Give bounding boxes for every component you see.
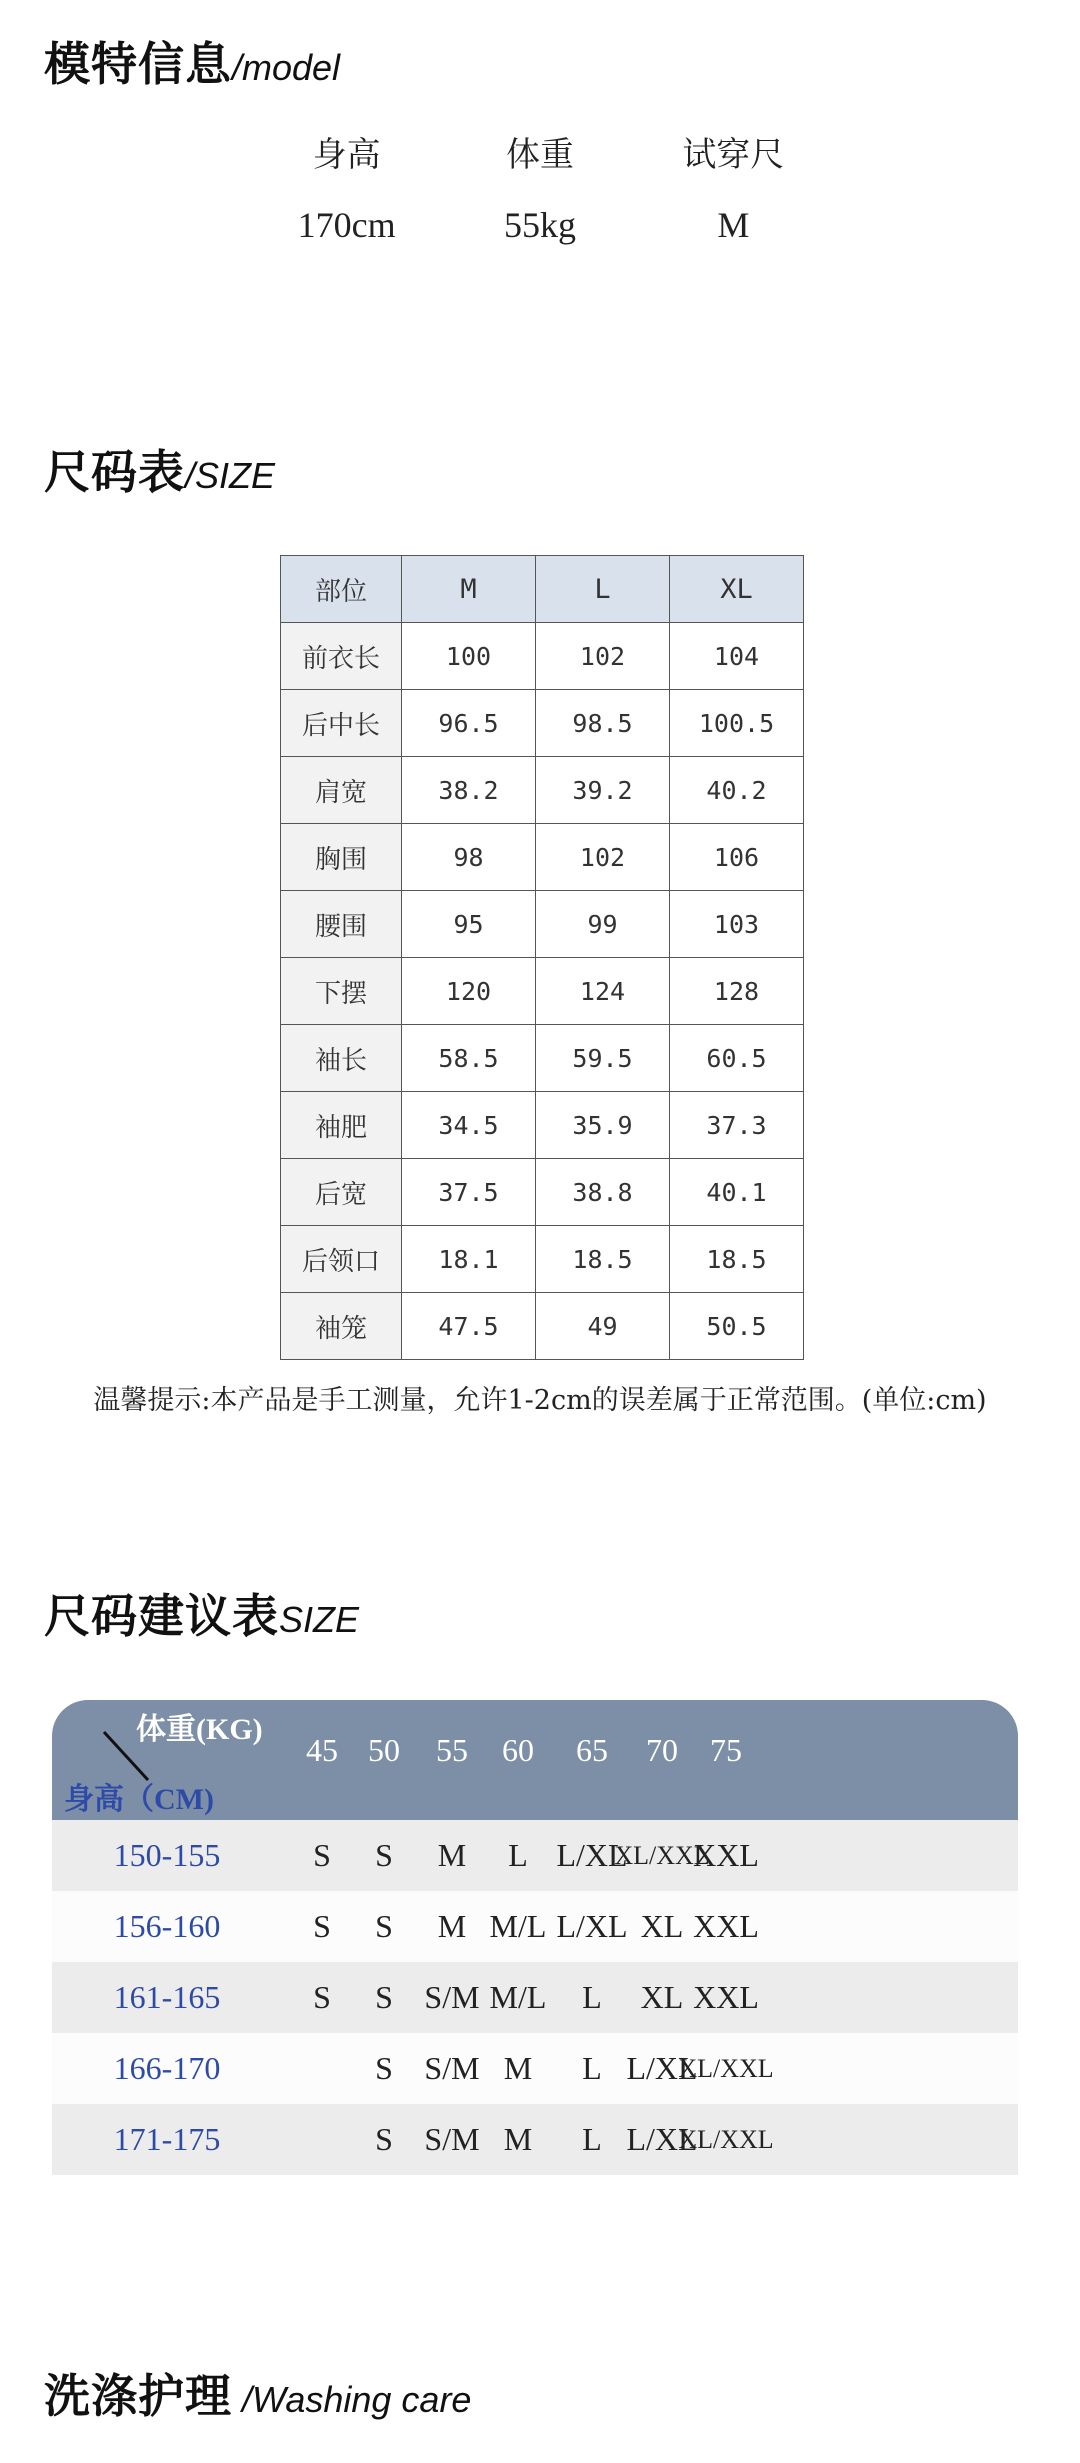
recommend-row [52, 2033, 1018, 2104]
size-header-xl: XL [670, 556, 804, 623]
model-header-size: 试穿尺 [682, 135, 785, 175]
corner-weight-label: 体重(KG) [136, 1713, 263, 1746]
recommend-size-cell: M/L [489, 1908, 547, 1944]
recommend-size-cell: XL [640, 1908, 684, 1944]
size-row-part: 后领口 [281, 1226, 402, 1293]
recommend-size-cell: S/M [424, 2050, 480, 2086]
size-cell: 59.5 [536, 1025, 670, 1092]
size-title-en: /SIZE [185, 455, 276, 496]
size-header-part: 部位 [281, 556, 402, 623]
recommend-row [52, 1891, 1018, 1962]
size-cell: 47.5 [402, 1293, 536, 1360]
size-row-part: 袖笼 [281, 1293, 402, 1360]
size-title-zh: 尺码表 [44, 445, 185, 499]
model-header-weight: 体重 [505, 135, 574, 175]
weight-column-70: 70 [646, 1732, 678, 1768]
recommend-size-cell: XL/XXL [678, 2054, 774, 2083]
size-row-part: 下摆 [281, 958, 402, 1025]
weight-column-55: 55 [436, 1732, 468, 1768]
recommend-size-cell: S [313, 1837, 331, 1873]
recommend-size-cell: M [437, 1908, 467, 1944]
recommend-size-cell: XL [640, 1979, 684, 2015]
size-cell: 34.5 [402, 1092, 536, 1159]
model-value-weight: 55kg [503, 205, 576, 245]
size-cell: 58.5 [402, 1025, 536, 1092]
model-header-height: 身高 [312, 135, 381, 175]
weight-column-50: 50 [368, 1732, 400, 1768]
recommend-size-cell: S/M [424, 1979, 480, 2015]
size-cell: 99 [536, 891, 670, 958]
size-table-row [281, 891, 804, 958]
size-row-part: 肩宽 [281, 757, 402, 824]
corner-height-label: 身高（CM) [64, 1783, 214, 1816]
size-table-row [281, 757, 804, 824]
recommend-row-height: 166-170 [113, 2050, 221, 2086]
size-cell: 49 [536, 1293, 670, 1360]
size-cell: 128 [670, 958, 804, 1025]
washing-section-title [44, 2360, 471, 2426]
size-cell: 100 [402, 623, 536, 690]
size-cell: 104 [670, 623, 804, 690]
washing-title-zh: 洗涤护理 [44, 2369, 232, 2423]
size-table-row [281, 1025, 804, 1092]
size-table-row [281, 1092, 804, 1159]
model-value-size: M [717, 205, 750, 245]
size-cell: 98 [402, 824, 536, 891]
size-row-part: 后中长 [281, 690, 402, 757]
recommend-size-cell: XXL [693, 1837, 759, 1873]
recommend-size-cell: XXL [693, 1908, 759, 1944]
size-cell: 18.1 [402, 1226, 536, 1293]
recommend-row [52, 2104, 1018, 2175]
recommend-size-cell: L [508, 1837, 528, 1873]
size-cell: 38.8 [536, 1159, 670, 1226]
size-table-header [281, 556, 804, 623]
recommend-title-zh: 尺码建议表 [44, 1589, 279, 1643]
recommend-row-height: 150-155 [113, 1837, 221, 1873]
size-note: 温馨提示:本产品是手工测量，允许1-2cm的误差属于正常范围。(单位:cm) [93, 1385, 987, 1416]
recommend-size-cell: M [503, 2121, 533, 2157]
recommend-size-cell: L [582, 2050, 602, 2086]
size-table-row [281, 623, 804, 690]
recommend-size-cell: L [582, 2121, 602, 2157]
size-table-row [281, 1159, 804, 1226]
size-cell: 40.1 [670, 1159, 804, 1226]
recommend-row [52, 1962, 1018, 2033]
recommend-size-cell: S [375, 2050, 393, 2086]
size-cell: 98.5 [536, 690, 670, 757]
size-cell: 50.5 [670, 1293, 804, 1360]
recommend-title-en: SIZE [279, 1599, 360, 1640]
size-cell: 106 [670, 824, 804, 891]
size-table [280, 555, 804, 1360]
washing-title-en: /Washing care [232, 2379, 472, 2420]
recommend-table-header [52, 1700, 1018, 1820]
recommend-size-cell: XL/XXL [614, 1841, 710, 1870]
size-row-part: 后宽 [281, 1159, 402, 1226]
recommend-size-cell: M [437, 1837, 467, 1873]
size-cell: 18.5 [536, 1226, 670, 1293]
size-cell: 35.9 [536, 1092, 670, 1159]
model-info-headers [250, 125, 830, 185]
model-info-values [250, 185, 830, 265]
weight-column-45: 45 [306, 1732, 338, 1768]
recommend-size-cell: M/L [489, 1979, 547, 2015]
size-row-part: 袖长 [281, 1025, 402, 1092]
recommend-size-cell: S [313, 1908, 331, 1944]
size-section-title [44, 436, 275, 502]
size-table-row [281, 1293, 804, 1360]
size-table-row [281, 824, 804, 891]
recommend-size-cell: L [582, 1979, 602, 2015]
recommend-size-cell: L/XL [556, 1908, 628, 1944]
size-cell: 39.2 [536, 757, 670, 824]
recommend-size-cell: L/XL [626, 2050, 698, 2086]
size-cell: 37.5 [402, 1159, 536, 1226]
recommend-size-cell: S [375, 1908, 393, 1944]
recommend-size-cell: XL/XXL [678, 2125, 774, 2154]
recommend-row-height: 161-165 [113, 1979, 221, 2015]
size-cell: 103 [670, 891, 804, 958]
size-cell: 37.3 [670, 1092, 804, 1159]
recommend-size-cell: S [375, 2121, 393, 2157]
size-row-part: 前衣长 [281, 623, 402, 690]
size-row-part: 胸围 [281, 824, 402, 891]
model-value-height: 170cm [297, 205, 396, 245]
size-cell: 120 [402, 958, 536, 1025]
size-row-part: 腰围 [281, 891, 402, 958]
recommend-size-cell: L/XL [626, 2121, 698, 2157]
recommend-size-cell: L/XL [556, 1837, 628, 1873]
size-cell: 102 [536, 824, 670, 891]
recommend-row-height: 156-160 [113, 1908, 221, 1944]
recommend-size-cell: M [503, 2050, 533, 2086]
weight-column-60: 60 [502, 1732, 534, 1768]
size-cell: 96.5 [402, 690, 536, 757]
size-cell: 38.2 [402, 757, 536, 824]
recommend-row [52, 1820, 1018, 1891]
size-cell: 100.5 [670, 690, 804, 757]
size-table-row [281, 958, 804, 1025]
size-table-row [281, 1226, 804, 1293]
size-cell: 40.2 [670, 757, 804, 824]
size-header-l: L [536, 556, 670, 623]
size-row-part: 袖肥 [281, 1092, 402, 1159]
recommend-table [52, 1700, 1018, 2175]
size-cell: 60.5 [670, 1025, 804, 1092]
recommend-size-cell: S [375, 1837, 393, 1873]
weight-column-65: 65 [576, 1732, 608, 1768]
size-table-row [281, 690, 804, 757]
model-info [250, 125, 830, 265]
recommend-size-cell: S [375, 1979, 393, 2015]
size-cell: 102 [536, 623, 670, 690]
recommend-size-cell: S [313, 1979, 331, 2015]
size-header-m: M [402, 556, 536, 623]
model-title-en: /model [232, 47, 341, 88]
recommend-size-cell: S/M [424, 2121, 480, 2157]
size-cell: 18.5 [670, 1226, 804, 1293]
weight-column-75: 75 [710, 1732, 742, 1768]
recommend-row-height: 171-175 [113, 2121, 221, 2157]
model-section-title [44, 28, 340, 94]
recommend-size-cell: XXL [693, 1979, 759, 2015]
size-cell: 95 [402, 891, 536, 958]
recommend-table-body [52, 1820, 1018, 2175]
recommend-section-title [44, 1580, 359, 1646]
size-cell: 124 [536, 958, 670, 1025]
model-title-zh: 模特信息 [44, 37, 232, 91]
